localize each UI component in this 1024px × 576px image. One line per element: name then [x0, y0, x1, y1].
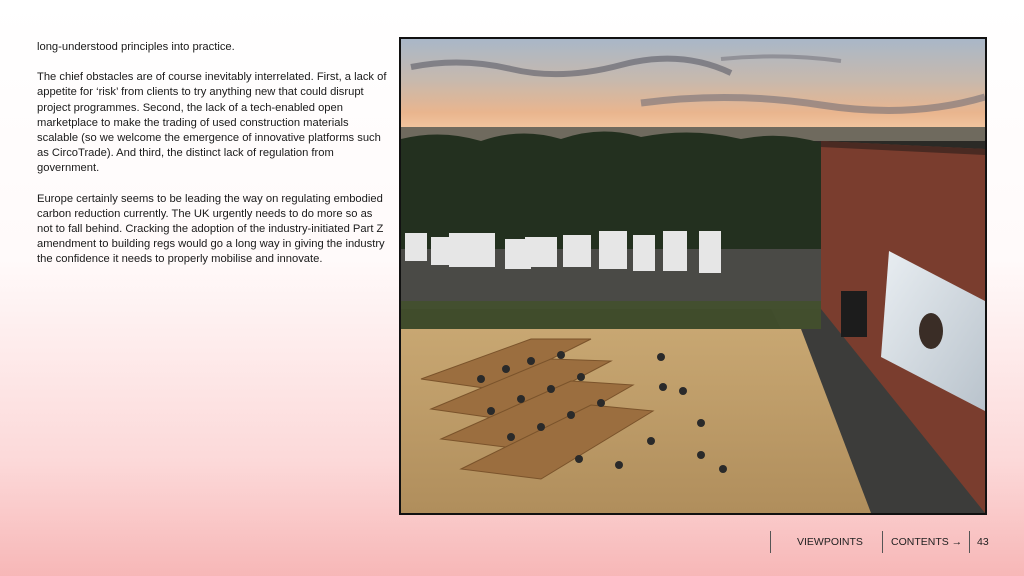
paragraph-2: The chief obstacles are of course inevitably interrelated. First, a lack of appetite for ‘risk’ from clients to try anything new that could disrupt project programmes. Second, the lack of a tech-enabled open marketplace to make the trading of used construction materials scalable (so we welcome the emergence of innovative platforms such as CircoTrade). And third, the distinct lack of regulation from government. [37, 71, 387, 175]
page-number: 43 [977, 536, 989, 548]
contents-link[interactable]: CONTENTS → [891, 536, 963, 548]
article-text [37, 40, 387, 283]
viewpoints-link[interactable]: VIEWPOINTS [797, 536, 863, 548]
paragraph-3: Europe certainly seems to be leading the way on regulating embodied carbon reduction currently. The UK urgently needs to do more so as not to fall behind. Cracking the adoption of the industry-initiated Part Z amendment to building regs would go a long way in giving the industry the confidence it needs to properly mobilise and innovate. [37, 192, 385, 266]
paragraph-1: long-understood principles into practice. [37, 41, 235, 53]
footer-divider [882, 531, 883, 553]
footer-divider [770, 531, 771, 553]
outdoor-cinema-photo [399, 37, 987, 515]
footer-divider [969, 531, 970, 553]
